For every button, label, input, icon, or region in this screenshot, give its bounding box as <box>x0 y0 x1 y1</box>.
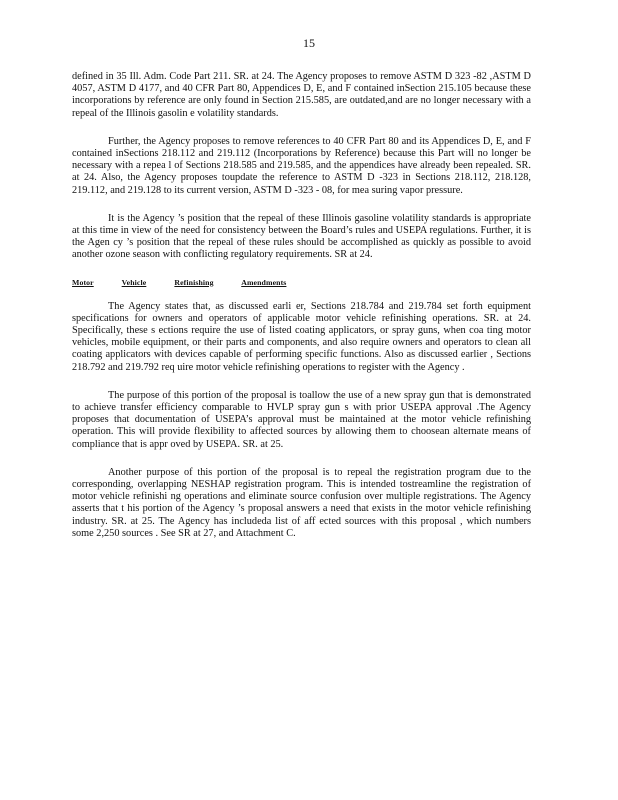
section-heading-word: Amendments <box>241 277 287 287</box>
section-heading-word: Refinishing <box>174 277 214 287</box>
page-number: 15 <box>303 36 315 50</box>
paragraph-continued: defined in 35 Ill. Adm. Code Part 211. SR. at 24. The Agency proposes to remove ASTM D 323 -82 ,ASTM D 4057, ASTM D 4177, and 40 CFR Part 80, Appendices D, E, and F contained inSection 215.105 because these incorporations by reference are only found in Section 215.585, are outdated,and are no longer necessary with a repeal of the Illinois gasolin e volatility standards. <box>72 71 531 119</box>
section-heading-word: Vehicle <box>121 277 147 287</box>
paragraph: It is the Agency ’s position that the repeal of these Illinois gasoline volatility standards is appropriate at this time in view of the need for consistency between the Board’s rules and USEPA regulations. Further, it is the Agen cy ’s position that the repeal of these rules should be accomplished as quickly as possible to avoid another ozone season with conflicting regulatory requirements. SR at 24. <box>72 212 531 261</box>
paragraph: The Agency states that, as discussed earli er, Sections 218.784 and 219.784 set forth equipment specifications for owners and operators of applicable motor vehicle refinishing operations. SR. at 24. Specifically, these s ections require the use of listed coating applicators, or spray guns, when coa ting motor vehicles, mobile equipment, or their parts and components, and also require owners and operators to clean all coating applicators with devices capable of performing specific functions. Also as discussed earlier , Sections 218.792 and 219.792 req uire motor vehicle refinishing operations to register with the Agency . <box>72 300 531 373</box>
section-heading <box>72 278 531 287</box>
paragraph: The purpose of this portion of the proposal is toallow the use of a new spray gun that is demonstrated to achieve transfer efficiency comparable to HVLP spray gun s with prior USEPA approval .The Agency proposes that documentation of USEPA’s approval must be maintained at the motor vehicle refinishing operation. This will provide flexibility to affected sources by allowing them to choosean alternate means of compliance that is appr oved by USEPA. SR. at 25. <box>72 389 531 450</box>
paragraph: Another purpose of this portion of the proposal is to repeal the registration program due to the corresponding, overlapping NESHAP registration program. This is intended tostreamline the registration of motor vehicle refinishi ng operations and eliminate source confusion over multiple registrations. The Agency asserts that t his portion of the Agency ’s proposal answers a need that exists in the motor vehicle refinishing industry. SR. at 25. The Agency has includeda list of aff ected sources with this proposal , which numbers some 2,250 sources . See SR at 27, and Attachment C. <box>72 466 531 539</box>
paragraph: Further, the Agency proposes to remove references to 40 CFR Part 80 and its Appendices D, E, and F contained inSections 218.112 and 219.112 (Incorporations by Reference) because this Part will no longer be necessary with a repea l of Sections 218.585 and 219.585, and the appendices have already been repealed. SR. at 24. Also, the Agency proposes toupdate the reference to ASTM D -323 in Sections 218.112, 218.128, 219.112, and 219.128 to its current version, ASTM D -323 - 08, for mea suring vapor pressure. <box>72 135 531 196</box>
section-heading-word: Motor <box>72 277 94 287</box>
page-body <box>72 71 531 556</box>
